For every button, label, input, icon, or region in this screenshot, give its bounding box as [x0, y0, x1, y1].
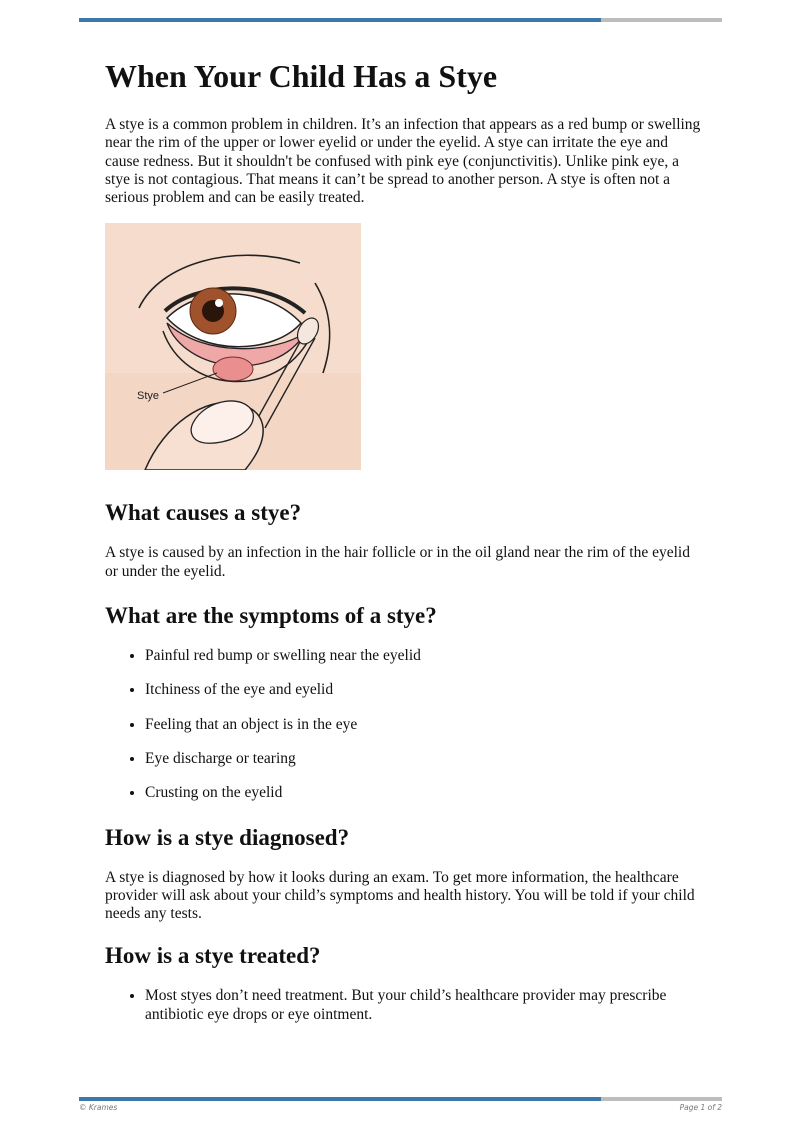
causes-paragraph: A stye is caused by an infection in the hair follicle or in the oil gland near the rim of the eyelid or under the eyelid. [105, 544, 690, 580]
footer-rule [79, 1097, 722, 1101]
list-item: • Crusting on the eyelid [145, 784, 705, 802]
page-title: When Your Child Has a Stye [105, 58, 498, 94]
list-item: • Eye discharge or tearing [145, 750, 705, 768]
stye-label: Stye [137, 390, 160, 403]
header-rule-accent [79, 18, 601, 22]
diagnosis-paragraph: A stye is diagnosed by how it looks during an exam. To get more information, the healthcare provider will ask about your child’s symptoms and health history. You will be told if your child needs any tests. [105, 868, 695, 923]
diagnosis-heading: How is a stye diagnosed? [105, 824, 350, 850]
treatment-list [105, 987, 705, 1024]
footer-rule-tail [601, 1097, 722, 1101]
intro-paragraph: A stye is a common problem in children. It’s an infection that appears as a red bump or swelling near the rim of the upper or lower eyelid or under the eyelid. A stye can irritate the eye and cause redness. But it shouldn't be confused with pink eye (conjunctivitis). Unlike pink eye, a stye is not contagious. That means it can’t be spread to another person. A stye is often not a serious problem and can be easily treated. [105, 116, 701, 207]
document-body [105, 56, 705, 1024]
page-number: Page 1 of 2 [679, 1103, 722, 1112]
causes-heading: What causes a stye? [105, 500, 302, 526]
stye-illustration [105, 223, 361, 470]
footer-rule-accent [79, 1097, 601, 1101]
list-item: • Itchiness of the eye and eyelid [145, 681, 705, 699]
symptoms-list [105, 647, 705, 802]
list-item: • Most styes don’t need treatment. But your child’s healthcare provider may prescribe antibiotic eye drops or eye ointment. [145, 987, 705, 1024]
header-rule [79, 18, 722, 22]
header-rule-tail [601, 18, 722, 22]
list-item: • Feeling that an object is in the eye [145, 716, 705, 734]
copyright: © Krames [79, 1103, 118, 1112]
symptoms-heading: What are the symptoms of a stye? [105, 603, 437, 629]
treatment-heading: How is a stye treated? [105, 943, 321, 969]
list-item: • Painful red bump or swelling near the eyelid [145, 647, 705, 665]
